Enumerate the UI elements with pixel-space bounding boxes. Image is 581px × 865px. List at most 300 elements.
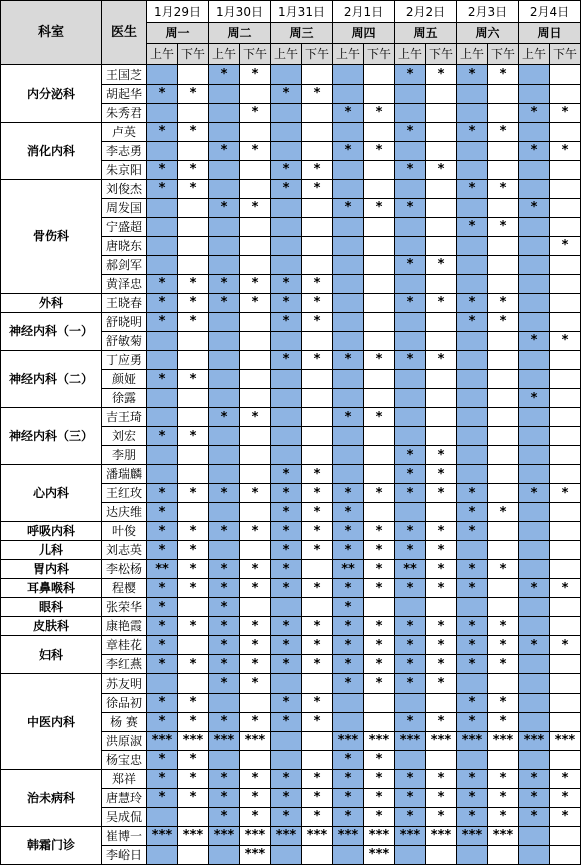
morning-slot: *	[395, 465, 426, 484]
afternoon-slot	[488, 274, 519, 293]
afternoon-slot: *	[178, 427, 209, 446]
department-name: 神经内科（一）	[1, 312, 102, 350]
morning-slot	[333, 465, 364, 484]
morning-slot: *	[519, 198, 550, 217]
department-name: 骨伤科	[1, 179, 102, 293]
afternoon-slot	[302, 331, 333, 350]
afternoon-slot: *	[240, 655, 271, 674]
morning-slot	[147, 674, 178, 693]
afternoon-slot: *	[302, 84, 333, 103]
afternoon-slot	[178, 141, 209, 160]
morning-slot: *	[271, 788, 302, 807]
doctor-name: 刘俊杰	[102, 179, 147, 198]
afternoon-slot: *	[426, 769, 457, 788]
afternoon-slot	[550, 845, 581, 864]
morning-slot	[519, 255, 550, 274]
morning-slot: *	[395, 712, 426, 731]
afternoon-slot: *	[550, 484, 581, 503]
morning-slot: *	[519, 141, 550, 160]
department-name: 中医内科	[1, 674, 102, 769]
morning-slot: *	[333, 807, 364, 826]
afternoon-slot	[488, 408, 519, 427]
doctor-name: 徐露	[102, 389, 147, 408]
afternoon-slot: *	[426, 350, 457, 369]
morning-slot	[519, 503, 550, 522]
morning-slot: *	[395, 122, 426, 141]
doctor-name: 舒晓明	[102, 312, 147, 331]
afternoon-slot	[178, 446, 209, 465]
morning-slot: *	[333, 636, 364, 655]
afternoon-slot	[240, 84, 271, 103]
weekday-header: 周一	[147, 23, 209, 44]
afternoon-slot	[364, 160, 395, 179]
afternoon-slot	[240, 217, 271, 236]
morning-slot	[457, 84, 488, 103]
morning-slot	[271, 103, 302, 122]
schedule-row	[1, 408, 581, 427]
morning-slot: *	[457, 579, 488, 598]
morning-slot	[519, 312, 550, 331]
morning-slot: *	[395, 636, 426, 655]
morning-slot	[209, 389, 240, 408]
afternoon-slot	[488, 750, 519, 769]
afternoon-slot	[302, 198, 333, 217]
doctor-name: 李红燕	[102, 655, 147, 674]
morning-slot: ***	[457, 731, 488, 750]
schedule-row	[1, 560, 581, 579]
morning-slot	[147, 350, 178, 369]
morning-slot: *	[271, 503, 302, 522]
morning-slot: *	[457, 312, 488, 331]
doctor-name: 杨宝忠	[102, 750, 147, 769]
morning-slot	[457, 236, 488, 255]
morning-slot	[395, 103, 426, 122]
morning-slot: *	[457, 693, 488, 712]
afternoon-slot	[364, 217, 395, 236]
afternoon-slot: *	[178, 293, 209, 312]
afternoon-slot: *	[178, 788, 209, 807]
department-name: 心内科	[1, 465, 102, 522]
afternoon-slot: *	[364, 617, 395, 636]
morning-slot	[147, 103, 178, 122]
morning-header: 上午	[457, 44, 488, 65]
afternoon-slot	[488, 369, 519, 388]
doctor-column-header: 医生	[102, 1, 147, 65]
morning-slot	[395, 179, 426, 198]
afternoon-slot: *	[550, 788, 581, 807]
morning-slot: *	[271, 579, 302, 598]
afternoon-slot: *	[178, 160, 209, 179]
morning-slot: *	[333, 598, 364, 617]
afternoon-slot: *	[426, 655, 457, 674]
afternoon-slot	[178, 198, 209, 217]
doctor-name: 李峪日	[102, 845, 147, 864]
department-name: 神经内科（三）	[1, 408, 102, 465]
afternoon-slot	[240, 369, 271, 388]
morning-slot	[271, 122, 302, 141]
afternoon-slot	[240, 446, 271, 465]
morning-slot: *	[457, 522, 488, 541]
afternoon-slot	[178, 674, 209, 693]
afternoon-slot	[426, 369, 457, 388]
morning-slot	[395, 312, 426, 331]
afternoon-slot	[488, 236, 519, 255]
morning-slot: *	[271, 160, 302, 179]
afternoon-slot	[178, 255, 209, 274]
morning-slot: *	[147, 160, 178, 179]
afternoon-slot: *	[364, 103, 395, 122]
afternoon-slot	[364, 274, 395, 293]
department-name: 儿科	[1, 541, 102, 560]
morning-slot: ***	[271, 826, 302, 845]
morning-slot: *	[147, 541, 178, 560]
morning-slot	[333, 331, 364, 350]
morning-slot: *	[147, 750, 178, 769]
morning-slot: *	[395, 350, 426, 369]
morning-slot	[147, 408, 178, 427]
afternoon-slot: *	[240, 274, 271, 293]
doctor-name: 李松杨	[102, 560, 147, 579]
doctor-name: 郝剑军	[102, 255, 147, 274]
afternoon-slot: ***	[426, 731, 457, 750]
afternoon-slot: *	[426, 522, 457, 541]
morning-slot: *	[519, 389, 550, 408]
afternoon-slot: *	[240, 103, 271, 122]
doctor-name: 王国芝	[102, 65, 147, 84]
morning-slot: *	[209, 408, 240, 427]
afternoon-slot	[302, 141, 333, 160]
morning-slot: *	[147, 369, 178, 388]
morning-slot: **	[333, 560, 364, 579]
weekday-header: 周日	[519, 23, 581, 44]
afternoon-slot	[240, 122, 271, 141]
afternoon-slot: *	[302, 769, 333, 788]
afternoon-slot: *	[488, 788, 519, 807]
morning-slot: **	[395, 560, 426, 579]
afternoon-slot: *	[426, 636, 457, 655]
date-header: 1月30日	[209, 1, 271, 23]
morning-slot: *	[395, 807, 426, 826]
afternoon-slot	[364, 712, 395, 731]
morning-slot: *	[147, 484, 178, 503]
morning-slot	[395, 389, 426, 408]
afternoon-slot	[240, 255, 271, 274]
doctor-name: 李朋	[102, 446, 147, 465]
afternoon-slot: *	[488, 769, 519, 788]
afternoon-slot	[488, 389, 519, 408]
morning-slot	[519, 84, 550, 103]
morning-slot: *	[457, 122, 488, 141]
morning-slot: ***	[457, 826, 488, 845]
afternoon-slot	[488, 598, 519, 617]
morning-slot: *	[395, 198, 426, 217]
afternoon-slot	[550, 693, 581, 712]
weekday-header: 周三	[271, 23, 333, 44]
afternoon-slot: ***	[364, 845, 395, 864]
morning-slot: *	[395, 65, 426, 84]
morning-slot	[395, 331, 426, 350]
afternoon-slot	[550, 446, 581, 465]
doctor-name: 苏友明	[102, 674, 147, 693]
morning-slot: *	[147, 655, 178, 674]
afternoon-slot: *	[488, 293, 519, 312]
morning-slot: *	[147, 312, 178, 331]
afternoon-slot: *	[240, 293, 271, 312]
morning-slot: *	[147, 579, 178, 598]
morning-slot	[147, 236, 178, 255]
afternoon-slot	[302, 236, 333, 255]
morning-slot: *	[209, 598, 240, 617]
afternoon-slot	[488, 427, 519, 446]
afternoon-slot	[364, 427, 395, 446]
morning-slot	[271, 674, 302, 693]
afternoon-slot	[302, 446, 333, 465]
morning-slot	[519, 655, 550, 674]
morning-slot: *	[271, 636, 302, 655]
afternoon-slot: *	[178, 84, 209, 103]
morning-slot	[457, 331, 488, 350]
morning-slot	[395, 141, 426, 160]
morning-header: 上午	[395, 44, 426, 65]
schedule-row	[1, 579, 581, 598]
afternoon-slot	[364, 179, 395, 198]
afternoon-slot: *	[364, 541, 395, 560]
afternoon-slot: *	[488, 65, 519, 84]
morning-slot: *	[209, 141, 240, 160]
afternoon-slot: *	[364, 655, 395, 674]
morning-slot	[147, 446, 178, 465]
morning-slot	[519, 598, 550, 617]
morning-slot: *	[395, 484, 426, 503]
afternoon-slot	[240, 503, 271, 522]
schedule-row	[1, 122, 581, 141]
afternoon-slot	[178, 465, 209, 484]
afternoon-slot	[426, 141, 457, 160]
afternoon-slot: *	[364, 408, 395, 427]
afternoon-slot: *	[488, 217, 519, 236]
afternoon-slot	[240, 693, 271, 712]
afternoon-slot: *	[426, 712, 457, 731]
morning-slot: *	[209, 712, 240, 731]
afternoon-slot	[178, 103, 209, 122]
morning-slot: *	[147, 617, 178, 636]
afternoon-slot	[240, 236, 271, 255]
morning-header: 上午	[209, 44, 240, 65]
morning-slot: *	[395, 769, 426, 788]
doctor-name: 朱京阳	[102, 160, 147, 179]
afternoon-slot: *	[426, 446, 457, 465]
afternoon-slot	[302, 103, 333, 122]
morning-slot: ***	[147, 826, 178, 845]
morning-slot	[519, 350, 550, 369]
morning-slot	[395, 408, 426, 427]
morning-slot: *	[333, 655, 364, 674]
afternoon-slot	[426, 312, 457, 331]
morning-slot	[519, 522, 550, 541]
morning-slot: *	[147, 293, 178, 312]
morning-slot	[271, 731, 302, 750]
doctor-name: 洪原淑	[102, 731, 147, 750]
doctor-name: 卢英	[102, 122, 147, 141]
morning-slot: *	[395, 255, 426, 274]
morning-slot	[271, 369, 302, 388]
morning-slot: *	[271, 84, 302, 103]
afternoon-header: 下午	[488, 44, 519, 65]
morning-slot: *	[271, 274, 302, 293]
schedule-row	[1, 541, 581, 560]
morning-slot: *	[457, 217, 488, 236]
afternoon-slot	[426, 427, 457, 446]
morning-slot: *	[333, 674, 364, 693]
morning-slot: *	[271, 541, 302, 560]
morning-slot: ***	[147, 731, 178, 750]
afternoon-slot: *	[178, 541, 209, 560]
afternoon-slot	[364, 503, 395, 522]
afternoon-slot	[550, 122, 581, 141]
afternoon-slot	[178, 598, 209, 617]
morning-slot	[333, 122, 364, 141]
afternoon-slot	[426, 503, 457, 522]
morning-slot	[457, 141, 488, 160]
morning-slot	[395, 236, 426, 255]
morning-slot	[271, 845, 302, 864]
morning-slot: *	[395, 617, 426, 636]
morning-slot	[147, 465, 178, 484]
date-header: 2月2日	[395, 1, 457, 23]
morning-slot	[395, 84, 426, 103]
afternoon-slot: *	[240, 769, 271, 788]
afternoon-slot: *	[488, 503, 519, 522]
afternoon-slot	[488, 446, 519, 465]
afternoon-slot	[178, 389, 209, 408]
afternoon-slot	[302, 598, 333, 617]
morning-slot: *	[271, 617, 302, 636]
afternoon-slot	[550, 541, 581, 560]
afternoon-slot: ***	[488, 826, 519, 845]
morning-slot	[147, 65, 178, 84]
morning-slot	[457, 369, 488, 388]
afternoon-slot	[302, 389, 333, 408]
afternoon-slot	[550, 350, 581, 369]
afternoon-header: 下午	[302, 44, 333, 65]
afternoon-slot	[488, 522, 519, 541]
afternoon-slot: *	[364, 484, 395, 503]
afternoon-slot: *	[488, 312, 519, 331]
afternoon-slot: *	[302, 484, 333, 503]
afternoon-slot	[550, 617, 581, 636]
afternoon-slot: *	[302, 179, 333, 198]
afternoon-slot: *	[178, 579, 209, 598]
doctor-name: 黄泽忠	[102, 274, 147, 293]
morning-slot	[271, 255, 302, 274]
afternoon-slot	[426, 198, 457, 217]
morning-slot: *	[147, 769, 178, 788]
afternoon-slot: ***	[240, 731, 271, 750]
morning-slot	[209, 236, 240, 255]
date-header: 2月3日	[457, 1, 519, 23]
morning-slot	[209, 84, 240, 103]
morning-slot: *	[209, 274, 240, 293]
date-header: 1月29日	[147, 1, 209, 23]
morning-slot	[457, 845, 488, 864]
morning-header: 上午	[147, 44, 178, 65]
afternoon-slot: *	[240, 408, 271, 427]
morning-slot	[333, 293, 364, 312]
afternoon-slot	[550, 217, 581, 236]
morning-slot	[519, 217, 550, 236]
department-name: 内分泌科	[1, 65, 102, 122]
morning-slot: *	[147, 788, 178, 807]
afternoon-slot	[178, 503, 209, 522]
afternoon-slot: *	[550, 579, 581, 598]
morning-slot: *	[395, 160, 426, 179]
afternoon-slot: *	[178, 750, 209, 769]
morning-slot: *	[271, 560, 302, 579]
doctor-name: 杨 赛	[102, 712, 147, 731]
morning-slot: *	[457, 293, 488, 312]
morning-slot	[333, 255, 364, 274]
morning-slot	[457, 255, 488, 274]
morning-slot: *	[395, 579, 426, 598]
morning-slot: *	[457, 65, 488, 84]
morning-slot: *	[333, 141, 364, 160]
morning-slot	[271, 750, 302, 769]
morning-slot: *	[147, 712, 178, 731]
department-name: 耳鼻喉科	[1, 579, 102, 598]
morning-slot	[457, 541, 488, 560]
morning-slot	[395, 427, 426, 446]
afternoon-slot	[364, 693, 395, 712]
morning-slot: **	[147, 560, 178, 579]
afternoon-slot	[488, 331, 519, 350]
morning-slot	[209, 503, 240, 522]
afternoon-slot: *	[426, 160, 457, 179]
morning-slot: *	[333, 484, 364, 503]
morning-slot: *	[333, 788, 364, 807]
afternoon-slot	[364, 236, 395, 255]
morning-slot	[457, 465, 488, 484]
afternoon-slot	[488, 350, 519, 369]
afternoon-slot	[178, 65, 209, 84]
afternoon-slot	[178, 807, 209, 826]
afternoon-slot: *	[550, 103, 581, 122]
morning-slot	[147, 141, 178, 160]
morning-slot: *	[333, 541, 364, 560]
afternoon-slot: *	[178, 312, 209, 331]
morning-slot	[457, 389, 488, 408]
afternoon-slot: *	[488, 655, 519, 674]
afternoon-slot	[426, 122, 457, 141]
afternoon-slot	[240, 427, 271, 446]
afternoon-slot: *	[178, 712, 209, 731]
morning-slot: *	[333, 103, 364, 122]
morning-header: 上午	[333, 44, 364, 65]
morning-slot	[519, 693, 550, 712]
morning-slot	[147, 217, 178, 236]
morning-slot	[209, 217, 240, 236]
afternoon-slot	[550, 598, 581, 617]
morning-slot	[209, 845, 240, 864]
morning-slot: *	[271, 807, 302, 826]
afternoon-slot: *	[364, 807, 395, 826]
morning-slot	[519, 122, 550, 141]
doctor-name: 唐慧玲	[102, 788, 147, 807]
morning-slot: *	[209, 674, 240, 693]
morning-slot: *	[457, 503, 488, 522]
afternoon-slot	[550, 427, 581, 446]
afternoon-slot: *	[426, 255, 457, 274]
date-header: 2月1日	[333, 1, 395, 23]
